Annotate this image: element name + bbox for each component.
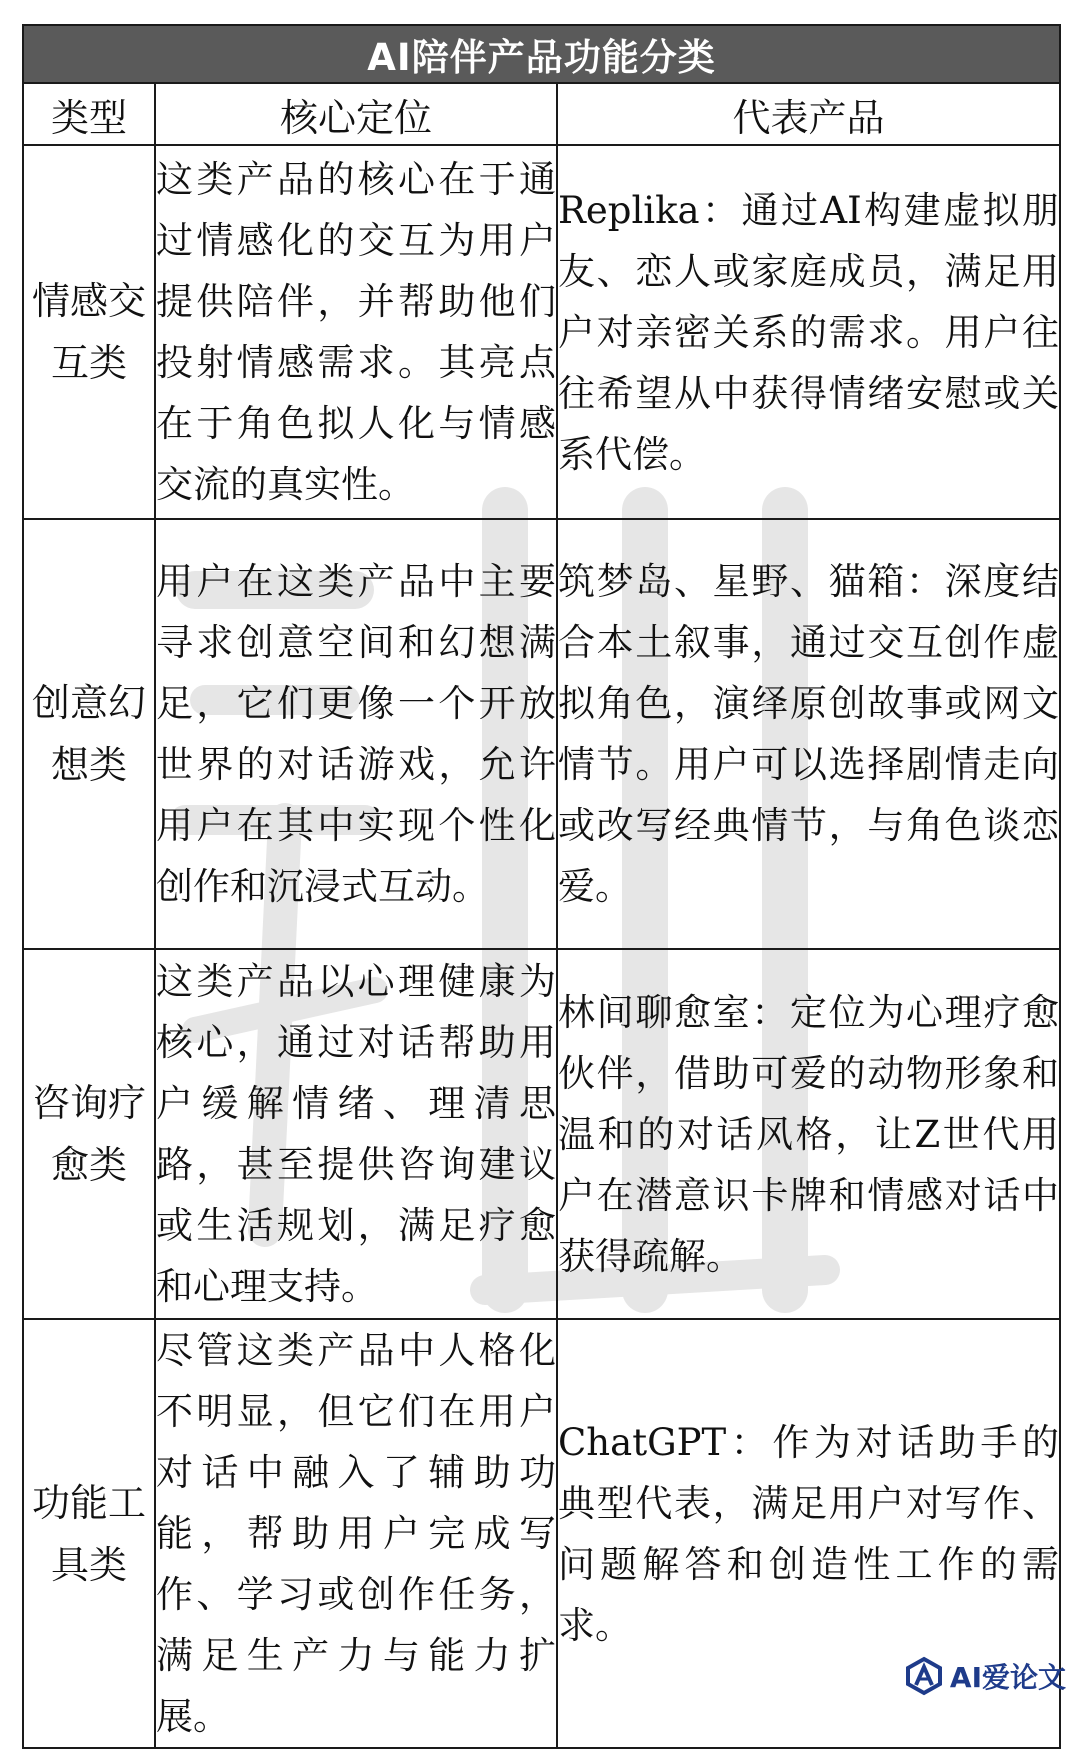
site-logo (904, 1654, 1066, 1698)
products-cell: 林间聊愈室：定位为心理疗愈伙伴，借助可爱的动物形象和温和的对话风格，让Z世代用户在潜意识卡牌和情感对话中获得疏解。 (557, 949, 1060, 1319)
products-cell: ChatGPT：作为对话助手的典型代表，满足用户对写作、问题解答和创造性工作的需求。 (557, 1319, 1060, 1748)
positioning-cell: 尽管这类产品中人格化不明显，但它们在用户对话中融入了辅助功能，帮助用户完成写作、学习或创作任务，满足生产力与能力扩展。 (155, 1319, 557, 1748)
positioning-cell: 这类产品以心理健康为核心，通过对话帮助用户缓解情绪、理清思路，甚至提供咨询建议或生活规划，满足疗愈和心理支持。 (155, 949, 557, 1319)
table-row (23, 145, 1060, 519)
header-positioning: 核心定位 (155, 83, 557, 145)
products-cell: Replika：通过AI构建虚拟朋友、恋人或家庭成员，满足用户对亲密关系的需求。用户往往希望从中获得情绪安慰或关系代偿。 (557, 145, 1060, 519)
logo-icon (904, 1656, 944, 1696)
type-cell: 功能工具类 (23, 1319, 155, 1748)
table-row (23, 949, 1060, 1319)
table-title: AI陪伴产品功能分类 (23, 25, 1060, 83)
type-cell: 情感交互类 (23, 145, 155, 519)
logo-text: AI爱论文 (949, 1661, 1066, 1694)
header-products: 代表产品 (557, 83, 1060, 145)
header-type: 类型 (23, 83, 155, 145)
positioning-cell: 这类产品的核心在于通过情感化的交互为用户提供陪伴，并帮助他们投射情感需求。其亮点在于角色拟人化与情感交流的真实性。 (155, 145, 557, 519)
product-classification-table (22, 24, 1061, 1749)
products-cell: 筑梦岛、星野、猫箱：深度结合本土叙事，通过交互创作虚拟角色，演绎原创故事或网文情节。用户可以选择剧情走向或改写经典情节，与角色谈恋爱。 (557, 519, 1060, 949)
type-cell: 咨询疗愈类 (23, 949, 155, 1319)
positioning-cell: 用户在这类产品中主要寻求创意空间和幻想满足，它们更像一个开放世界的对话游戏，允许用户在其中实现个性化创作和沉浸式互动。 (155, 519, 557, 949)
type-cell: 创意幻想类 (23, 519, 155, 949)
table-row (23, 519, 1060, 949)
